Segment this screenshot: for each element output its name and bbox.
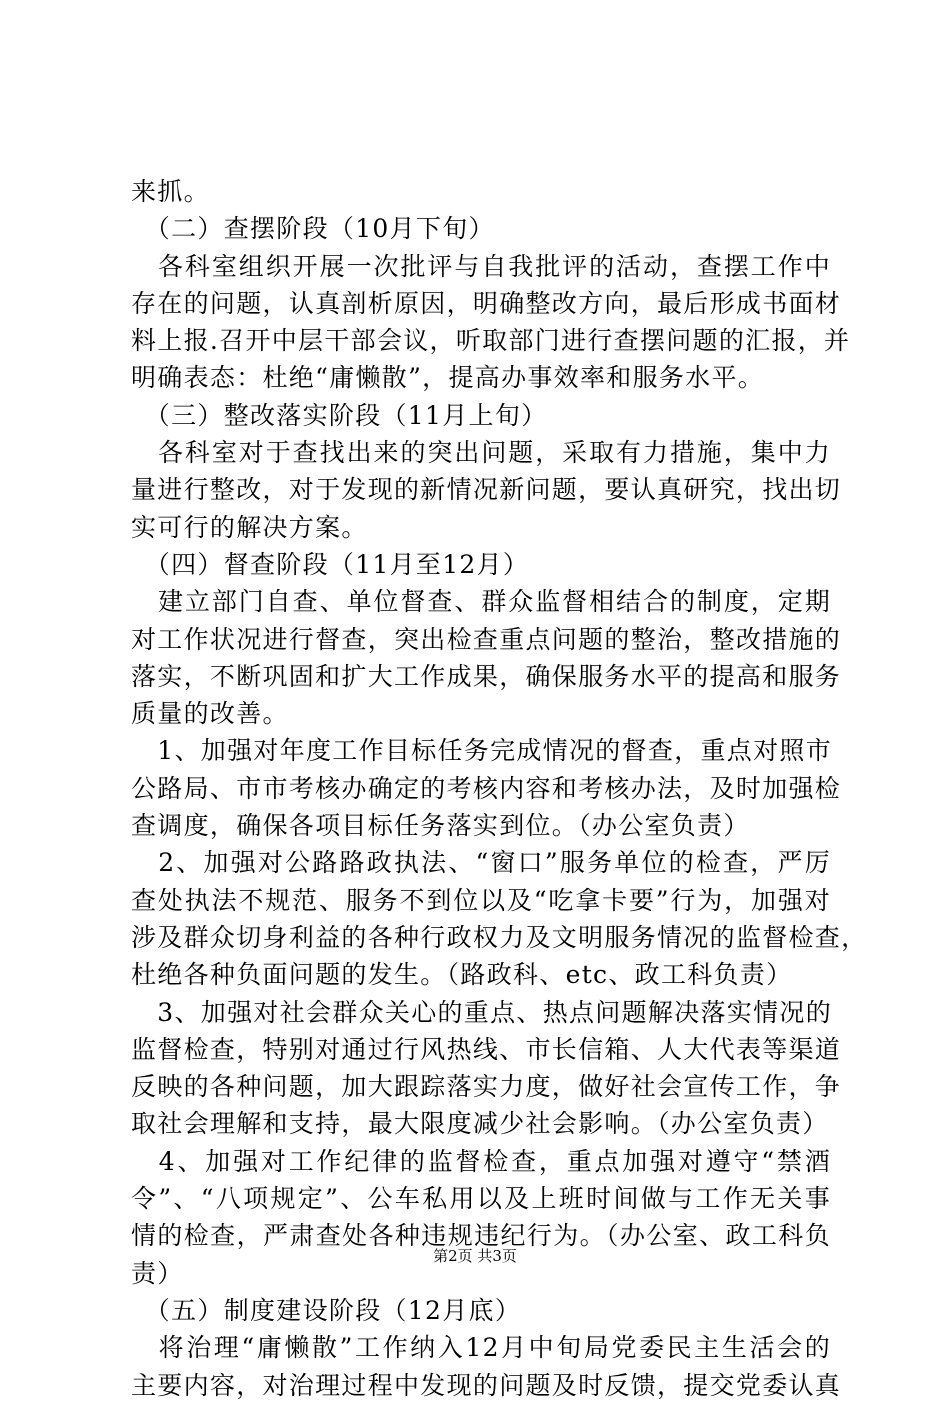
text-line: 将治理“庸懒散”工作纳入12月中旬局党委民主生活会的: [131, 1333, 831, 1363]
section-heading: （三）整改落实阶段（11月上旬）: [131, 400, 548, 430]
text-line: 料上报.召开中层干部会议，听取部门进行查摆问题的汇报，并: [131, 326, 851, 356]
text-line: 公路局、市市考核办确定的考核内容和考核办法，及时加强检: [131, 773, 842, 803]
section-heading: （四）督查阶段（11月至12月）: [131, 549, 530, 579]
text-line: 取社会理解和支持，最大限度减少社会影响。（办公室负责）: [131, 1109, 829, 1139]
text-line: 落实，不断巩固和扩大工作成果，确保服务水平的提高和服务: [131, 661, 842, 691]
text-line: 实可行的解决方案。: [131, 512, 368, 542]
section-heading: （五）制度建设阶段（12月底）: [131, 1295, 522, 1325]
text-line: 建立部门自查、单位督查、群众监督相结合的制度，定期: [131, 587, 831, 617]
text-line: 涉及群众切身利益的各种行政权力及文明服务情况的监督检查，: [131, 922, 868, 952]
text-line: 对工作状况进行督查，突出检查重点问题的整治，整改措施的: [131, 624, 842, 654]
text-line: 来抓。: [131, 177, 210, 206]
text-line: 反映的各种问题，加大跟踪落实力度，做好社会宣传工作，争: [131, 1072, 842, 1102]
text-line: 各科室组织开展一次批评与自我批评的活动，查摆工作中: [131, 251, 831, 281]
text-line: 质量的改善。: [131, 699, 289, 729]
text-line: 监督检查，特别对通过行风热线、市长信箱、人大代表等渠道: [131, 1034, 842, 1064]
text-line: 情的检查，严肃查处各种违规违纪行为。（办公室、政工科负: [131, 1221, 831, 1251]
text-line: 主要内容，对治理过程中发现的问题及时反馈，提交党委认真: [131, 1370, 842, 1400]
text-line: 责）: [131, 1258, 184, 1288]
text-line: 量进行整改，对于发现的新情况新问题，要认真研究，找出切: [131, 475, 842, 505]
page-indicator: 第2页 共3页: [433, 1247, 517, 1265]
document-body: [131, 173, 868, 1404]
text-line: 存在的问题，认真剖析原因，明确整改方向，最后形成书面材: [131, 288, 842, 318]
text-line: 3、加强对社会群众关心的重点、热点问题解决落实情况的: [131, 997, 833, 1027]
text-line: 明确表态：杜绝“庸懒散”，提高办事效率和服务水平。: [131, 363, 765, 393]
text-line: 查调度，确保各项目标任务落实到位。（办公室负责）: [131, 811, 750, 841]
text-line: 4、加强对工作纪律的监督检查，重点加强对遵守“禁酒: [131, 1146, 831, 1176]
text-line: 各科室对于查找出来的突出问题，采取有力措施，集中力: [131, 438, 831, 468]
section-heading: （二）查摆阶段（10月下旬）: [131, 214, 495, 244]
text-line: 1、加强对年度工作目标任务完成情况的督查，重点对照市: [131, 736, 833, 766]
text-line: 2、加强对公路路政执法、“窗口”服务单位的检查，严厉: [131, 848, 831, 878]
page-footer: [0, 1245, 950, 1266]
text-line: 杜绝各种负面问题的发生。（路政科、etc、政工科负责）: [131, 960, 793, 990]
text-line: 查处执法不规范、服务不到位以及“吃拿卡要”行为，加强对: [131, 885, 831, 915]
text-line: 令”、“八项规定”、公车私用以及上班时间做与工作无关事: [131, 1184, 831, 1214]
